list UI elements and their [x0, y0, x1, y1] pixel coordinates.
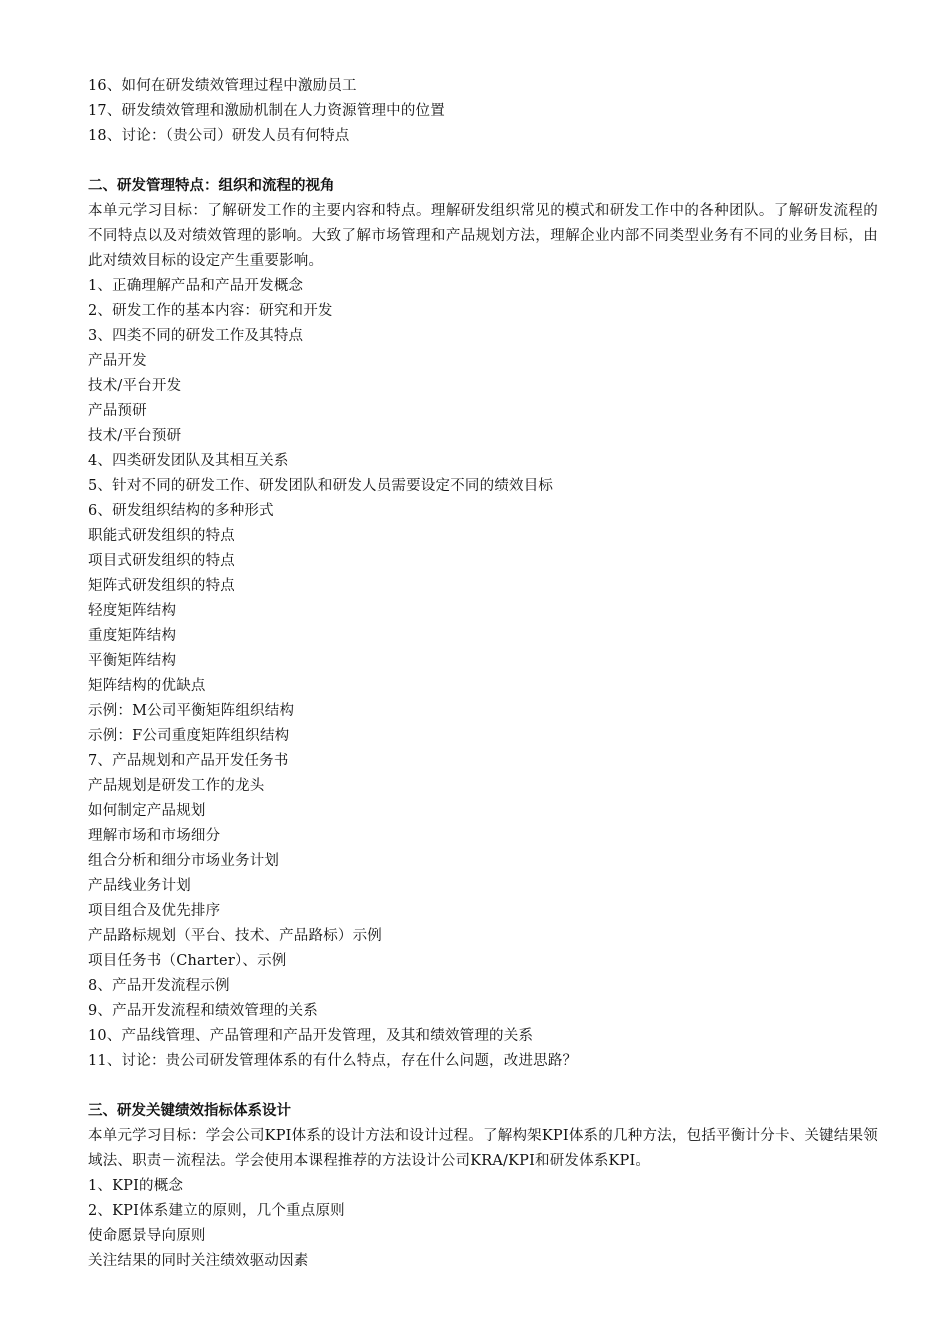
list-item: 4、四类研发团队及其相互关系: [88, 453, 289, 469]
list-item: 组合分析和细分市场业务计划: [88, 853, 280, 869]
document-page: [88, 74, 878, 1274]
list-item: 1、正确理解产品和产品开发概念: [88, 278, 304, 294]
list-item: 平衡矩阵结构: [88, 653, 177, 669]
list-item: 产品线业务计划: [88, 878, 191, 894]
list-item: 7、产品规划和产品开发任务书: [88, 753, 289, 769]
list-item: 6、研发组织结构的多种形式: [88, 503, 274, 519]
section2-items: [88, 274, 878, 1074]
list-item: 重度矩阵结构: [88, 628, 177, 644]
list-item: 9、产品开发流程和绩效管理的关系: [88, 1003, 318, 1019]
list-item: 产品路标规划（平台、技术、产品路标）示例: [88, 928, 382, 944]
list-item: 技术/平台预研: [88, 428, 182, 444]
list-item: 产品预研: [88, 403, 147, 419]
list-item: 职能式研发组织的特点: [88, 528, 235, 544]
list-item: 项目任务书（Charter）、示例: [88, 953, 287, 969]
section3-items: [88, 1174, 878, 1274]
list-item: 产品规划是研发工作的龙头: [88, 778, 265, 794]
list-item: 轻度矩阵结构: [88, 603, 177, 619]
list-item: 关注结果的同时关注绩效驱动因素: [88, 1253, 309, 1269]
section1-tail: [88, 74, 878, 149]
list-item: 产品开发: [88, 353, 147, 369]
list-item: 如何制定产品规划: [88, 803, 206, 819]
section-objective: 本单元学习目标：了解研发工作的主要内容和特点。理解研发组织常见的模式和研发工作中的各种团队。了解研发流程的不同特点以及对绩效管理的影响。大致了解市场管理和产品规划方法，理解企业内部不同类型业务有不同的业务目标，由此对绩效目标的设定产生重要影响。: [88, 203, 878, 269]
section-heading: 三、研发关键绩效指标体系设计: [88, 1103, 291, 1119]
section-gap: [88, 149, 878, 174]
list-item: 项目式研发组织的特点: [88, 553, 235, 569]
list-item: 1、KPI的概念: [88, 1178, 184, 1194]
section-objective: 本单元学习目标：学会公司KPI体系的设计方法和设计过程。了解构架KPI体系的几种方法，包括平衡计分卡、关键结果领域法、职责－流程法。学会使用本课程推荐的方法设计公司KRA/KPI和研发体系KPI。: [88, 1128, 878, 1169]
list-item: 矩阵式研发组织的特点: [88, 578, 235, 594]
list-item: 示例：M公司平衡矩阵组织结构: [88, 703, 295, 719]
section-gap: [88, 1074, 878, 1099]
list-item: 17、研发绩效管理和激励机制在人力资源管理中的位置: [88, 103, 445, 119]
list-item: 2、KPI体系建立的原则，几个重点原则: [88, 1203, 345, 1219]
list-item: 理解市场和市场细分: [88, 828, 221, 844]
list-item: 5、针对不同的研发工作、研发团队和研发人员需要设定不同的绩效目标: [88, 478, 554, 494]
list-item: 示例：F公司重度矩阵组织结构: [88, 728, 290, 744]
list-item: 项目组合及优先排序: [88, 903, 221, 919]
list-item: 10、产品线管理、产品管理和产品开发管理，及其和绩效管理的关系: [88, 1028, 534, 1044]
list-item: 使命愿景导向原则: [88, 1228, 206, 1244]
section-heading: 二、研发管理特点：组织和流程的视角: [88, 178, 335, 194]
list-item: 18、讨论：（贵公司）研发人员有何特点: [88, 128, 350, 144]
list-item: 11、讨论：贵公司研发管理体系的有什么特点，存在什么问题，改进思路？: [88, 1053, 578, 1069]
list-item: 8、产品开发流程示例: [88, 978, 230, 994]
list-item: 技术/平台开发: [88, 378, 182, 394]
section2: [88, 174, 878, 1074]
list-item: 2、研发工作的基本内容：研究和开发: [88, 303, 333, 319]
section3: [88, 1099, 878, 1274]
list-item: 矩阵结构的优缺点: [88, 678, 206, 694]
list-item: 16、如何在研发绩效管理过程中激励员工: [88, 78, 357, 94]
list-item: 3、四类不同的研发工作及其特点: [88, 328, 304, 344]
